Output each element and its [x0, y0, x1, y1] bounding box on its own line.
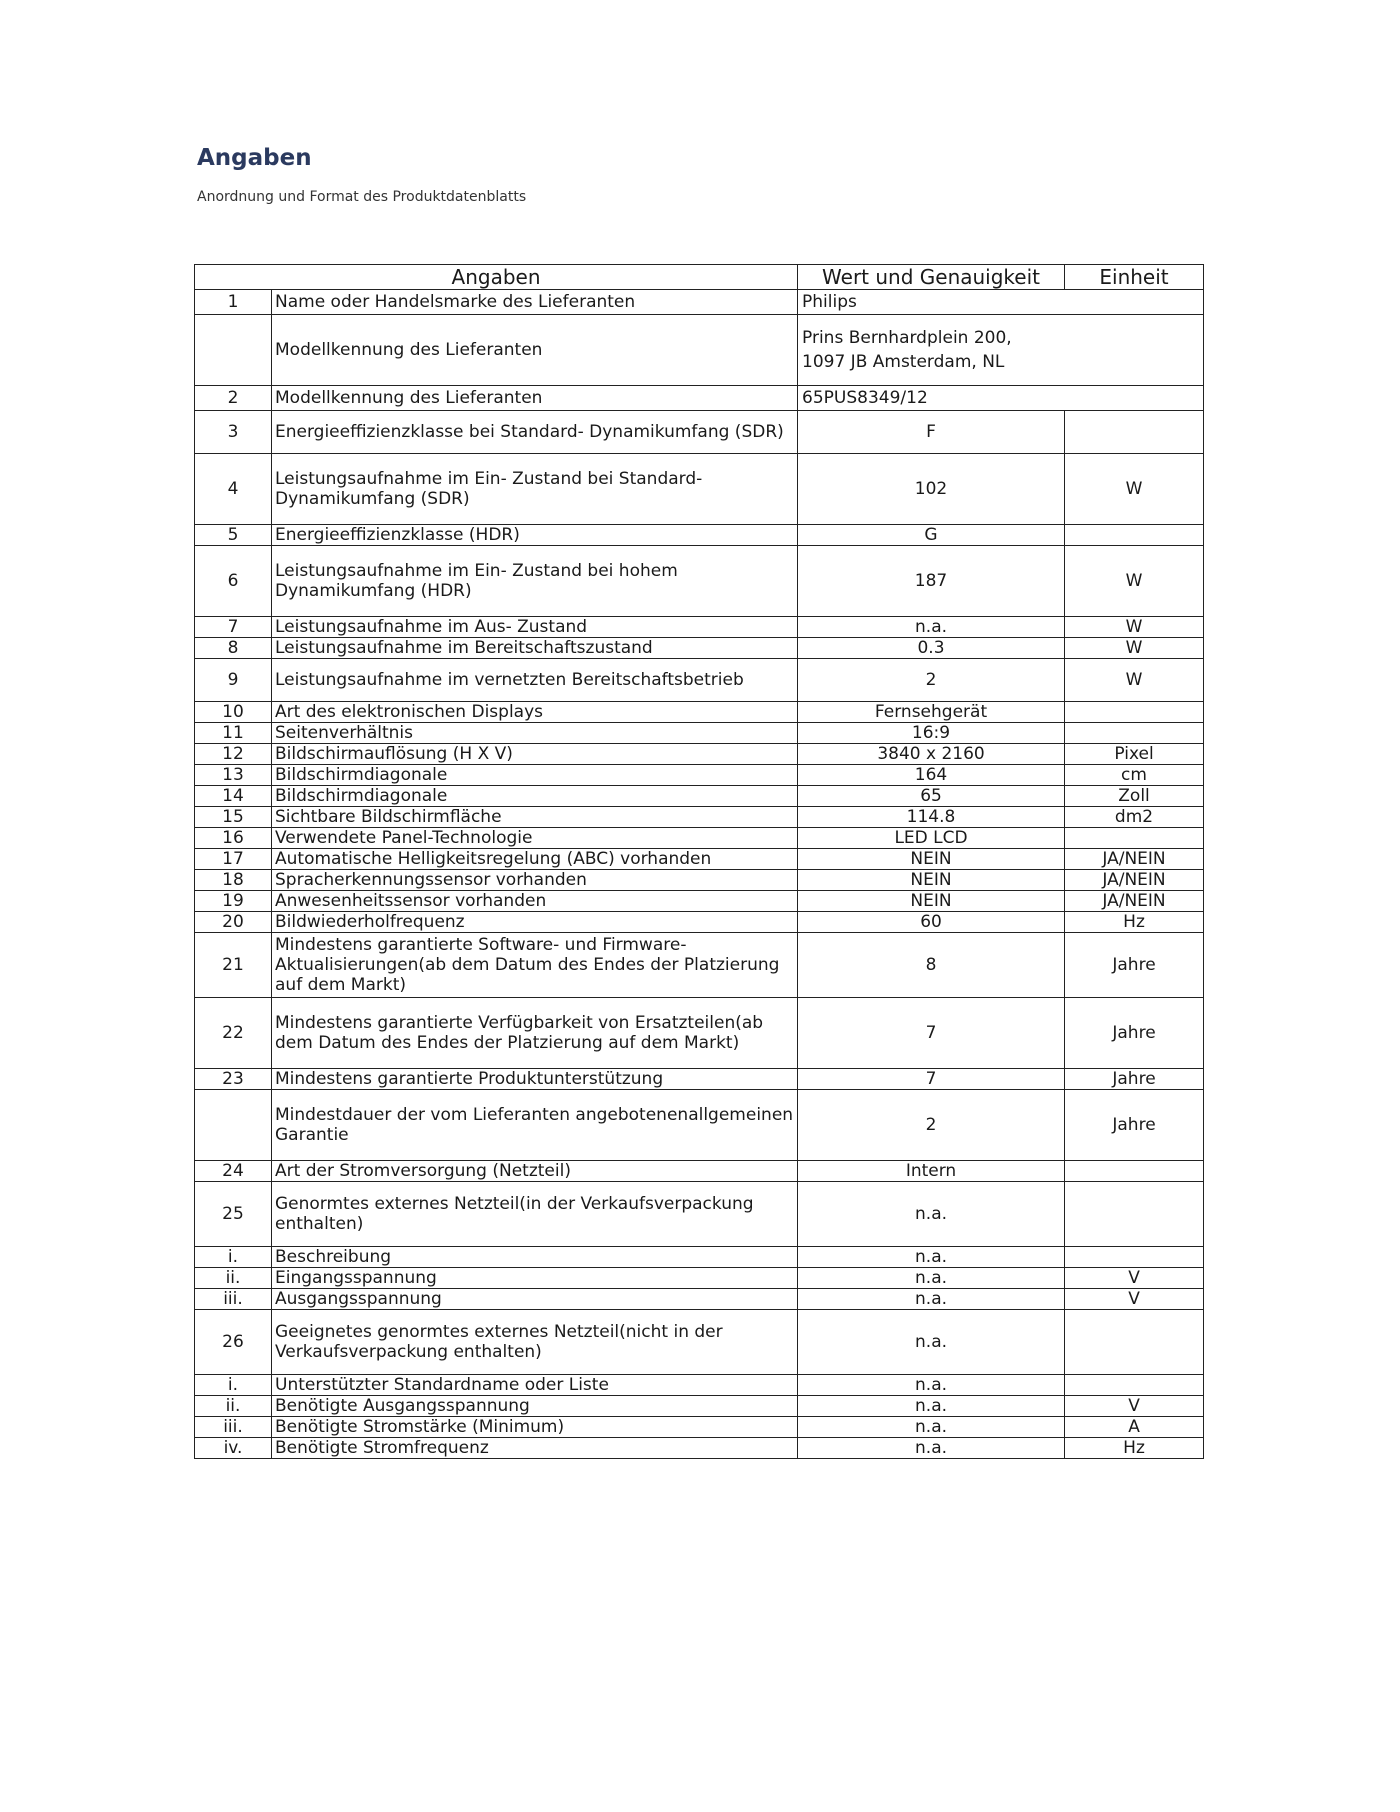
table-row — [195, 525, 1204, 546]
table-row — [195, 1069, 1204, 1090]
row-number: 24 — [195, 1161, 272, 1182]
row-unit: Hz — [1065, 1438, 1204, 1459]
row-unit: A — [1065, 1417, 1204, 1438]
row-description: Art des elektronischen Displays — [272, 702, 798, 723]
table-row — [195, 702, 1204, 723]
row-number — [195, 1090, 272, 1161]
row-number: 10 — [195, 702, 272, 723]
row-value: 60 — [798, 912, 1065, 933]
table-row — [195, 1310, 1204, 1375]
table-row — [195, 744, 1204, 765]
page-title: Angaben — [197, 145, 312, 171]
row-value: 102 — [798, 454, 1065, 525]
row-number: 23 — [195, 1069, 272, 1090]
table-row — [195, 891, 1204, 912]
table-row — [195, 546, 1204, 617]
row-number: 16 — [195, 828, 272, 849]
row-unit: dm2 — [1065, 807, 1204, 828]
row-number: 4 — [195, 454, 272, 525]
row-unit: JA/NEIN — [1065, 849, 1204, 870]
row-number: 15 — [195, 807, 272, 828]
row-description: Spracherkennungssensor vorhanden — [272, 870, 798, 891]
row-description: Leistungsaufnahme im vernetzten Bereitschaftsbetrieb — [272, 659, 798, 702]
table-row — [195, 1375, 1204, 1396]
row-description: Benötigte Ausgangsspannung — [272, 1396, 798, 1417]
row-number: 25 — [195, 1182, 272, 1247]
table-row — [195, 315, 1204, 386]
row-number: 12 — [195, 744, 272, 765]
row-unit — [1065, 525, 1204, 546]
row-unit: W — [1065, 454, 1204, 525]
row-unit: Hz — [1065, 912, 1204, 933]
row-number: 13 — [195, 765, 272, 786]
row-value: NEIN — [798, 870, 1065, 891]
table-row — [195, 1268, 1204, 1289]
row-number: i. — [195, 1375, 272, 1396]
row-unit: Jahre — [1065, 998, 1204, 1069]
row-number: 9 — [195, 659, 272, 702]
row-number: 21 — [195, 933, 272, 998]
table-row — [195, 1247, 1204, 1268]
row-description: Leistungsaufnahme im Ein- Zustand bei Standard-Dynamikumfang (SDR) — [272, 454, 798, 525]
row-value: n.a. — [798, 1417, 1065, 1438]
row-unit — [1065, 1375, 1204, 1396]
row-unit: Pixel — [1065, 744, 1204, 765]
product-datasheet-table — [194, 264, 1204, 1459]
table-row — [195, 1090, 1204, 1161]
row-description: Mindestens garantierte Software- und Firmware-Aktualisierungen(ab dem Datum des Endes der Platzierung auf dem Markt) — [272, 933, 798, 998]
row-value: LED LCD — [798, 828, 1065, 849]
table-row — [195, 828, 1204, 849]
row-description: Name oder Handelsmarke des Lieferanten — [272, 290, 798, 315]
row-description: Modellkennung des Lieferanten — [272, 386, 798, 411]
row-unit: V — [1065, 1268, 1204, 1289]
row-unit: Jahre — [1065, 933, 1204, 998]
row-description: Leistungsaufnahme im Aus- Zustand — [272, 617, 798, 638]
row-value: G — [798, 525, 1065, 546]
table-row — [195, 1182, 1204, 1247]
header-einheit: Einheit — [1065, 265, 1204, 290]
table-row — [195, 912, 1204, 933]
row-value: 65 — [798, 786, 1065, 807]
table-row — [195, 411, 1204, 454]
row-number: ii. — [195, 1268, 272, 1289]
row-description: Energieeffizienzklasse (HDR) — [272, 525, 798, 546]
row-value: Prins Bernhardplein 200, 1097 JB Amsterdam, NL — [798, 315, 1204, 386]
row-number: 6 — [195, 546, 272, 617]
row-value: n.a. — [798, 1247, 1065, 1268]
row-unit: Jahre — [1065, 1090, 1204, 1161]
row-value: Philips — [798, 290, 1204, 315]
row-value: n.a. — [798, 1375, 1065, 1396]
row-unit: W — [1065, 659, 1204, 702]
row-unit — [1065, 828, 1204, 849]
row-description: Automatische Helligkeitsregelung (ABC) vorhanden — [272, 849, 798, 870]
header-angaben: Angaben — [195, 265, 798, 290]
row-unit — [1065, 1247, 1204, 1268]
row-description: Sichtbare Bildschirmfläche — [272, 807, 798, 828]
table-row — [195, 933, 1204, 998]
row-value: F — [798, 411, 1065, 454]
row-value: 3840 x 2160 — [798, 744, 1065, 765]
row-number: 1 — [195, 290, 272, 315]
table-row — [195, 765, 1204, 786]
table-row — [195, 1417, 1204, 1438]
row-description: Seitenverhältnis — [272, 723, 798, 744]
row-value: n.a. — [798, 1182, 1065, 1247]
table-row — [195, 454, 1204, 525]
row-number: iii. — [195, 1417, 272, 1438]
row-description: Leistungsaufnahme im Bereitschaftszustand — [272, 638, 798, 659]
row-description: Benötigte Stromfrequenz — [272, 1438, 798, 1459]
row-value: 16:9 — [798, 723, 1065, 744]
row-value: n.a. — [798, 1310, 1065, 1375]
page-subtitle: Anordnung und Format des Produktdatenblatts — [197, 189, 527, 205]
row-description: Bildschirmdiagonale — [272, 786, 798, 807]
row-number: 20 — [195, 912, 272, 933]
row-value: 114.8 — [798, 807, 1065, 828]
row-value: NEIN — [798, 891, 1065, 912]
table-header-row — [195, 265, 1204, 290]
row-unit: Zoll — [1065, 786, 1204, 807]
row-value: n.a. — [798, 1289, 1065, 1310]
row-number: 18 — [195, 870, 272, 891]
row-unit: W — [1065, 617, 1204, 638]
row-unit — [1065, 411, 1204, 454]
row-value: 7 — [798, 1069, 1065, 1090]
row-value: n.a. — [798, 617, 1065, 638]
row-description: Leistungsaufnahme im Ein- Zustand bei hohem Dynamikumfang (HDR) — [272, 546, 798, 617]
row-number — [195, 315, 272, 386]
table-row — [195, 786, 1204, 807]
row-description: Art der Stromversorgung (Netzteil) — [272, 1161, 798, 1182]
row-value: n.a. — [798, 1438, 1065, 1459]
row-unit — [1065, 1161, 1204, 1182]
row-number: 3 — [195, 411, 272, 454]
row-description: Modellkennung des Lieferanten — [272, 315, 798, 386]
row-description: Benötigte Stromstärke (Minimum) — [272, 1417, 798, 1438]
row-unit — [1065, 702, 1204, 723]
row-unit — [1065, 723, 1204, 744]
row-number: 7 — [195, 617, 272, 638]
table-row — [195, 849, 1204, 870]
row-number: 11 — [195, 723, 272, 744]
row-value: 8 — [798, 933, 1065, 998]
row-number: iv. — [195, 1438, 272, 1459]
row-description: Bildschirmdiagonale — [272, 765, 798, 786]
row-value: 65PUS8349/12 — [798, 386, 1204, 411]
row-unit: V — [1065, 1396, 1204, 1417]
row-description: Bildwiederholfrequenz — [272, 912, 798, 933]
row-number: 19 — [195, 891, 272, 912]
header-wert: Wert und Genauigkeit — [798, 265, 1065, 290]
table-row — [195, 1396, 1204, 1417]
row-description: Beschreibung — [272, 1247, 798, 1268]
row-value: 164 — [798, 765, 1065, 786]
row-value: 0.3 — [798, 638, 1065, 659]
row-number: 17 — [195, 849, 272, 870]
table-row — [195, 659, 1204, 702]
row-description: Mindestens garantierte Verfügbarkeit von Ersatzteilen(ab dem Datum des Endes der Platzierung auf dem Markt) — [272, 998, 798, 1069]
row-description: Anwesenheitssensor vorhanden — [272, 891, 798, 912]
table-row — [195, 807, 1204, 828]
row-unit: Jahre — [1065, 1069, 1204, 1090]
row-description: Eingangsspannung — [272, 1268, 798, 1289]
row-description: Mindestens garantierte Produktunterstützung — [272, 1069, 798, 1090]
row-unit: JA/NEIN — [1065, 891, 1204, 912]
row-value: 187 — [798, 546, 1065, 617]
row-number: 26 — [195, 1310, 272, 1375]
row-unit: W — [1065, 638, 1204, 659]
table-row — [195, 723, 1204, 744]
table-body — [195, 290, 1204, 1459]
row-value: NEIN — [798, 849, 1065, 870]
row-number: 2 — [195, 386, 272, 411]
row-description: Geeignetes genormtes externes Netzteil(nicht in der Verkaufsverpackung enthalten) — [272, 1310, 798, 1375]
row-unit: V — [1065, 1289, 1204, 1310]
row-unit — [1065, 1310, 1204, 1375]
row-value: n.a. — [798, 1396, 1065, 1417]
table-row — [195, 290, 1204, 315]
row-value: Fernsehgerät — [798, 702, 1065, 723]
table-row — [195, 870, 1204, 891]
table-row — [195, 1161, 1204, 1182]
row-unit: W — [1065, 546, 1204, 617]
row-value: 7 — [798, 998, 1065, 1069]
table-row — [195, 386, 1204, 411]
row-description: Energieeffizienzklasse bei Standard- Dynamikumfang (SDR) — [272, 411, 798, 454]
row-value: n.a. — [798, 1268, 1065, 1289]
row-description: Bildschirmauflösung (H X V) — [272, 744, 798, 765]
row-unit — [1065, 1182, 1204, 1247]
row-value: 2 — [798, 659, 1065, 702]
table-row — [195, 1289, 1204, 1310]
row-number: 8 — [195, 638, 272, 659]
row-number: 22 — [195, 998, 272, 1069]
row-description: Genormtes externes Netzteil(in der Verkaufsverpackung enthalten) — [272, 1182, 798, 1247]
row-unit: JA/NEIN — [1065, 870, 1204, 891]
table-row — [195, 998, 1204, 1069]
row-unit: cm — [1065, 765, 1204, 786]
table-row — [195, 617, 1204, 638]
row-number: ii. — [195, 1396, 272, 1417]
row-value: 2 — [798, 1090, 1065, 1161]
row-description: Unterstützter Standardname oder Liste — [272, 1375, 798, 1396]
row-number: 14 — [195, 786, 272, 807]
row-description: Ausgangsspannung — [272, 1289, 798, 1310]
row-description: Verwendete Panel-Technologie — [272, 828, 798, 849]
row-number: iii. — [195, 1289, 272, 1310]
table-row — [195, 1438, 1204, 1459]
row-number: 5 — [195, 525, 272, 546]
row-value: Intern — [798, 1161, 1065, 1182]
row-number: i. — [195, 1247, 272, 1268]
row-description: Mindestdauer der vom Lieferanten angebotenenallgemeinen Garantie — [272, 1090, 798, 1161]
table-row — [195, 638, 1204, 659]
